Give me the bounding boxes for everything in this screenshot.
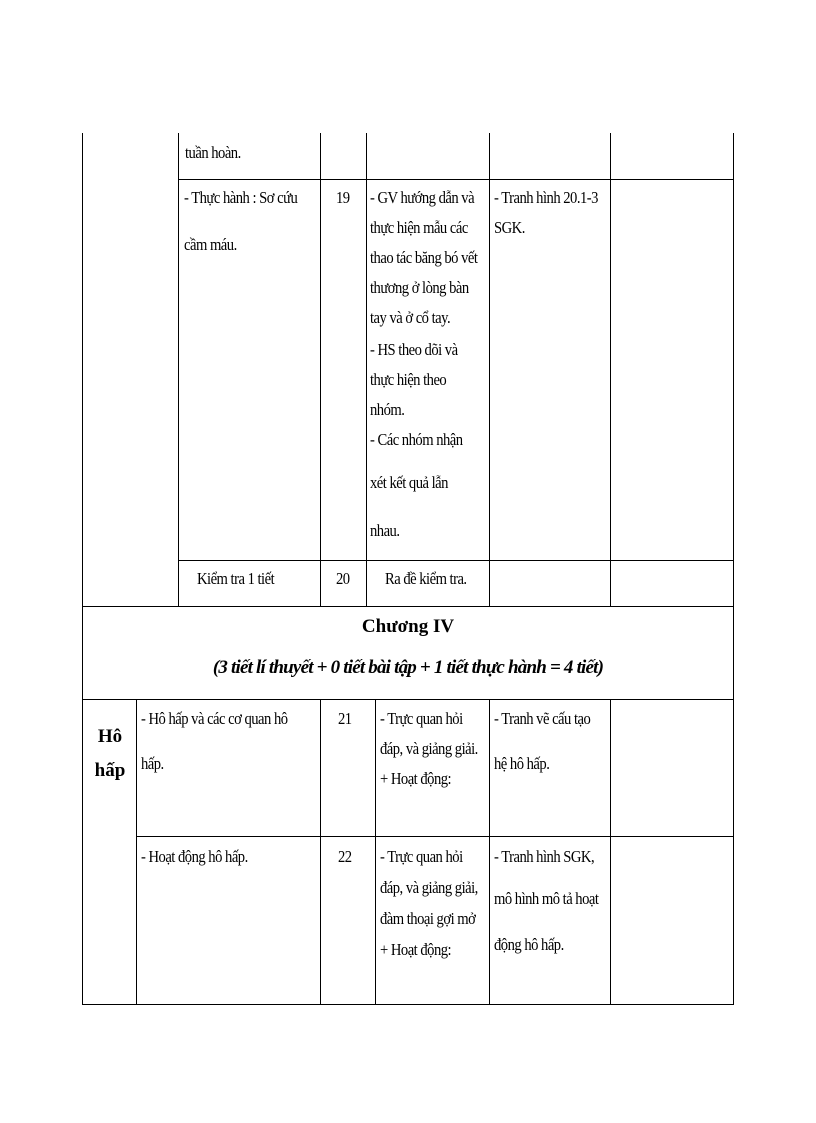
lesson-text: - Hoạt động hô hấp. (141, 847, 248, 866)
category-label-line: Hô (97, 726, 123, 747)
grid-line (733, 699, 734, 1005)
grid-line (489, 699, 490, 1005)
method-text: đáp, và giảng giải. (380, 739, 478, 758)
grid-line (489, 133, 490, 607)
materials-text: SGK. (494, 218, 525, 237)
method-text: - Trực quan hỏi (380, 847, 463, 866)
method-text: đáp, và giảng giải, (380, 878, 478, 897)
lesson-text: - Hô hấp và các cơ quan hô (141, 709, 288, 728)
chapter-subtitle: (3 tiết lí thuyết + 0 tiết bài tập + 1 tiết thực hành = 4 tiết) (212, 657, 604, 678)
grid-line (375, 699, 376, 1005)
materials-text: động hô hấp. (494, 935, 564, 954)
grid-line (320, 699, 321, 1005)
grid-line (136, 699, 137, 1005)
method-text: + Hoạt động: (380, 940, 452, 959)
lesson-text: - Thực hành : Sơ cứu (184, 188, 298, 207)
period-number: 22 (338, 847, 352, 866)
method-text: thương ở lòng bàn (370, 278, 469, 297)
method-text: + Hoạt động: (380, 769, 452, 788)
category-label (84, 720, 136, 788)
materials-text: - Tranh hình SGK, (494, 847, 595, 866)
grid-line (82, 699, 83, 1005)
method-text: thực hiện theo (370, 370, 447, 389)
period-number: 21 (338, 709, 352, 728)
materials-text: mô hình mô tả hoạt (494, 889, 599, 908)
method-text: Ra đề kiểm tra. (385, 569, 467, 588)
materials-text: - Tranh vẽ cấu tạo (494, 709, 591, 728)
materials-text: - Tranh hình 20.1-3 (494, 188, 598, 207)
grid-line (178, 179, 734, 180)
chapter-title: Chương IV (361, 616, 455, 637)
grid-line (178, 133, 179, 607)
method-text: - HS theo dõi và (370, 340, 458, 359)
lesson-text: tuần hoàn. (185, 143, 241, 162)
lesson-text: cầm máu. (184, 235, 237, 254)
method-text: thực hiện mẫu các (370, 218, 468, 237)
grid-line (610, 133, 611, 607)
grid-line (82, 699, 734, 700)
grid-line (82, 133, 83, 607)
method-text: - GV hướng dẫn và (370, 188, 475, 207)
method-text: xét kết quả lẫn (370, 473, 448, 492)
grid-line (610, 699, 611, 1005)
method-text: nhau. (370, 521, 400, 540)
grid-line (366, 133, 367, 607)
category-label-line: hấp (94, 760, 126, 781)
grid-line (82, 606, 734, 607)
method-text: - Các nhóm nhận (370, 430, 463, 449)
grid-line (733, 133, 734, 607)
method-text: thao tác băng bó vết (370, 248, 478, 267)
grid-line (136, 836, 734, 837)
grid-line (178, 560, 734, 561)
method-text: tay và ở cổ tay. (370, 308, 451, 327)
period-number: 19 (336, 188, 350, 207)
grid-line (320, 133, 321, 607)
lesson-text: hấp. (141, 754, 164, 773)
grid-line (82, 1004, 734, 1005)
period-number: 20 (336, 569, 350, 588)
materials-text: hệ hô hấp. (494, 754, 550, 773)
method-text: - Trực quan hỏi (380, 709, 463, 728)
lesson-text: Kiểm tra 1 tiết (197, 569, 275, 588)
method-text: đàm thoại gợi mở (380, 909, 476, 928)
method-text: nhóm. (370, 400, 405, 419)
